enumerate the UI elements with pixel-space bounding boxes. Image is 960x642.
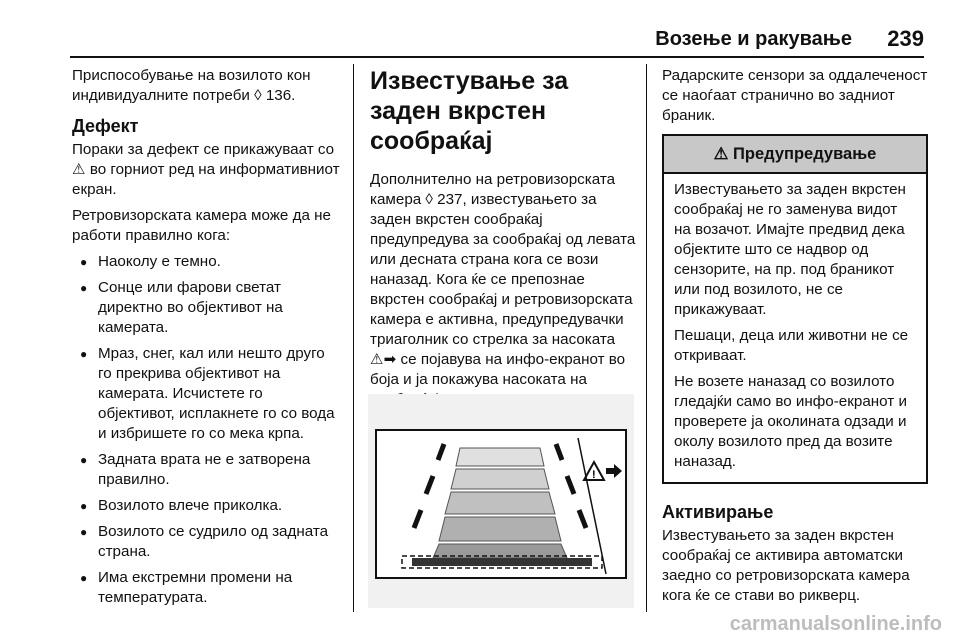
page-header [0, 0, 960, 56]
warning-paragraph: Не возете наназад со возилото гледајќи само во инфо-екранот и проверете ја околината одзади и околу возилото пред да возите наназад. [674, 373, 907, 470]
column-left [72, 66, 340, 614]
list-item: ● Задната врата не е затворена правилно. [72, 450, 340, 490]
warning-paragraph: Известувањето за заден вкрстен сообраќај не го заменува видот на возачот. Имајте предвид дека објектите што се надвор од сензорите, на пр. под браникот или под возилото, не се прикажуваат. [674, 181, 906, 318]
fault-heading: Дефект [72, 116, 139, 136]
list-item: ● Сонце или фарови светат директно во објективот на камерата. [72, 278, 340, 338]
column-divider [646, 64, 647, 612]
activation-heading: Активирање [662, 502, 774, 522]
header-divider [70, 56, 924, 58]
intro-paragraph: Приспособување на возилото кон индивидуалните потреби ◊ 136. [72, 67, 311, 104]
warning-body [664, 174, 926, 482]
conditions-list [72, 252, 340, 608]
list-item: ● Возилото се судрило од задната страна. [72, 522, 340, 562]
list-item: ● Има екстремни промени на температурата. [72, 568, 340, 608]
camera-conditions-paragraph: Ретровизорската камера може да не работи правилно кога: [72, 207, 331, 244]
activation-paragraph: Известувањето за заден вкрстен сообраќај се активира автоматски заедно со ретровизорската камера кога ќе се стави во рикверц. [662, 527, 910, 604]
warning-title: ⚠ Предупредување [664, 136, 926, 174]
svg-text:!: ! [592, 469, 596, 481]
rear-camera-display-svg [368, 394, 634, 608]
watermark: carmanualsonline.info [729, 613, 942, 635]
column-right [662, 66, 928, 612]
list-item: ● Возилото влече приколка. [72, 496, 340, 516]
column-divider [353, 64, 354, 612]
warning-box [662, 134, 928, 484]
rear-camera-illustration [368, 394, 634, 608]
sensors-paragraph: Радарските сензори за оддалеченост се наоѓаат странично во задниот браник. [662, 67, 928, 124]
fault-paragraph: Пораки за дефект се прикажуваат со ⚠ во горниот ред на информативниот екран. [72, 141, 340, 198]
rcta-paragraph: Дополнително на ретровизорската камера ◊ 237, известувањето за заден вкрстен сообраќај предупредува за сообраќај од левата или десната страна кога се вози наназад. Кога ќе се препознае вкрстен сообраќај и ретровизорската камера е активна, предупредувачки триаголник со стрелка за насоката ⚠➡ се појавува на инфо-екранот во боја и ја покажува насоката на [370, 171, 636, 388]
list-item: ● Мраз, снег, кал или нешто друго го прекрива објективот на камерата. Исчистете го објективот, исплакнете го со вода и избришете го со мека крпа. [72, 344, 340, 444]
section-title: Возење и ракување [655, 28, 852, 50]
rcta-heading: Известување за заден вкрстен сообраќај [370, 67, 569, 155]
warning-paragraph: Пешаци, деца или животни не се откриваат. [674, 327, 909, 364]
page-number: 239 [887, 26, 924, 51]
list-item: ● Наоколу е темно. [72, 252, 340, 272]
